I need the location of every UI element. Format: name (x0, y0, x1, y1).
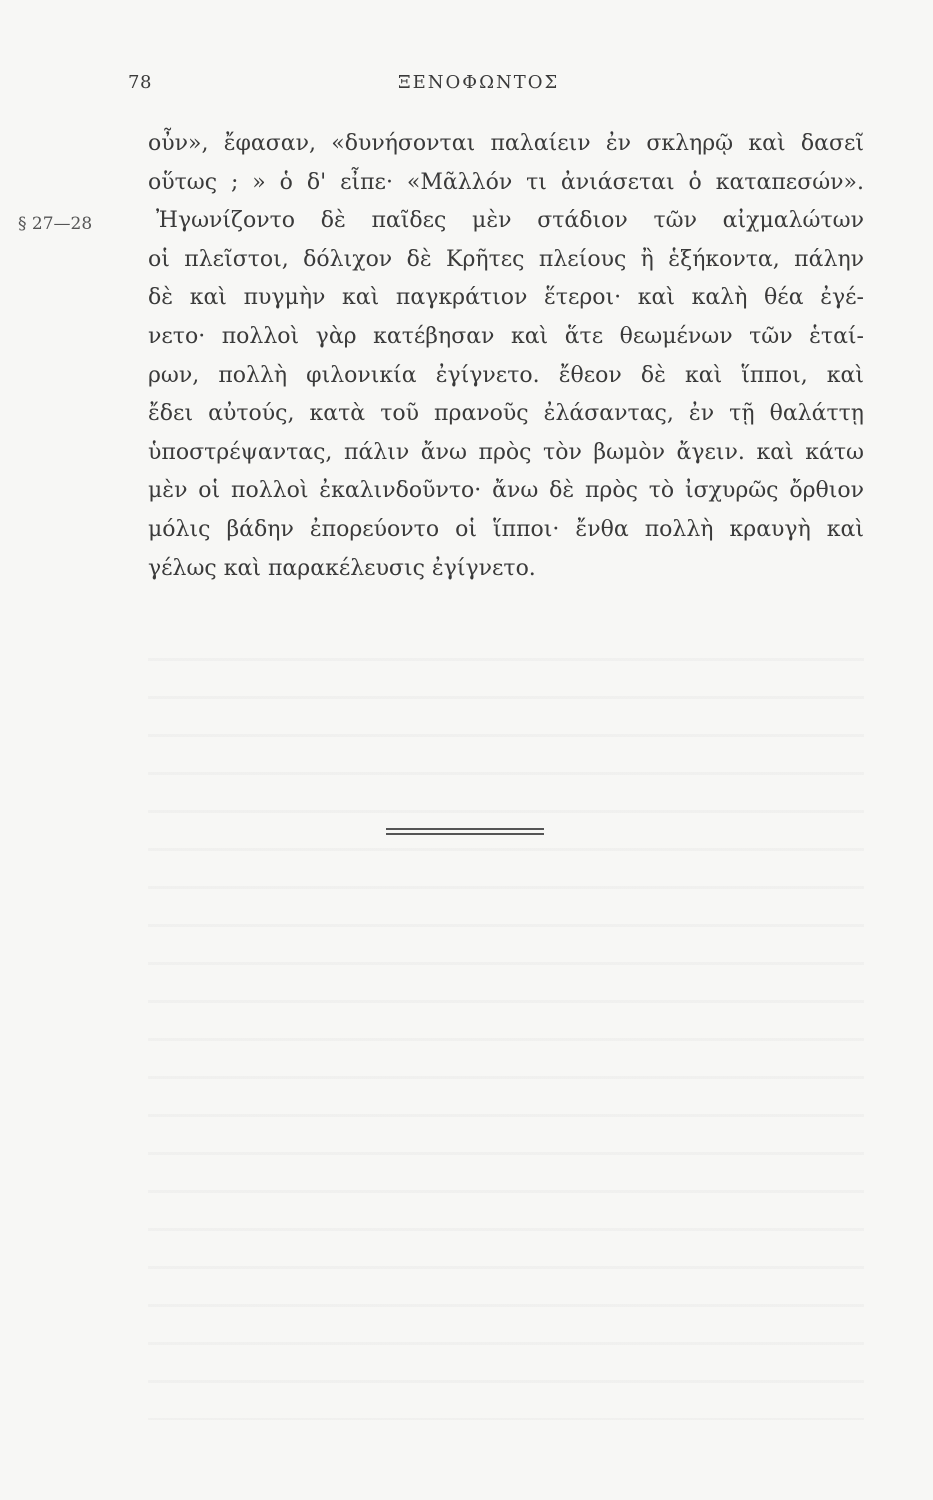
text-line: γέλως καὶ παρακέλευσις ἐγίγνετο. (148, 555, 536, 581)
text-line: οὕτως ; » ὁ δ' εἶπε· «Μᾶλλόν τι ἀνιάσεται ὁ καταπεσών». (148, 169, 864, 195)
text-line: μὲν οἱ πολλοὶ ἐκαλινδοῦντο· ἄνω δὲ πρὸς τὸ ἰσχυρῶς ὄρθιον (148, 478, 864, 504)
page-number: 78 (128, 72, 152, 93)
running-head-title: ΞΕΝΟΦΩΝΤΟΣ (398, 72, 560, 93)
text-line: οἱ πλεῖστοι, δόλιχον δὲ Κρῆτες πλείους ἢ ἑξήκοντα, πάλην (148, 246, 864, 272)
text-line: νετο· πολλοὶ γὰρ κατέβησαν καὶ ἅτε θεωμένων τῶν ἑταί- (148, 323, 864, 349)
margin-section-reference: § 27—28 (18, 214, 93, 234)
chapter-end-rule (386, 833, 544, 835)
text-line: μόλις βάδην ἐπορεύοντο οἱ ἵπποι· ἔνθα πολλὴ κραυγὴ καὶ (148, 516, 864, 542)
text-line: δὲ καὶ πυγμὴν καὶ παγκράτιον ἕτεροι· καὶ καλὴ θέα ἐγέ- (148, 285, 864, 311)
show-through-ghost-text (148, 640, 864, 1420)
text-line: ὑποστρέψαντας, πάλιν ἄνω πρὸς τὸν βωμὸν ἄγειν. καὶ κάτω (148, 439, 864, 465)
body-text (148, 125, 864, 588)
chapter-end-rule (386, 828, 544, 830)
text-line: ἔδει αὐτούς, κατὰ τοῦ πρανοῦς ἐλάσαντας, ἐν τῇ θαλάττῃ (148, 401, 864, 427)
text-line: Ἠγωνίζοντο δὲ παῖδες μὲν στάδιον τῶν αἰχμαλώτων (156, 208, 864, 234)
text-line: ρων, πολλὴ φιλονικία ἐγίγνετο. ἔθεον δὲ καὶ ἵπποι, καὶ (148, 362, 864, 388)
text-line: οὖν», ἔφασαν, «δυνήσονται παλαίειν ἐν σκληρῷ καὶ δασεῖ (148, 131, 864, 156)
